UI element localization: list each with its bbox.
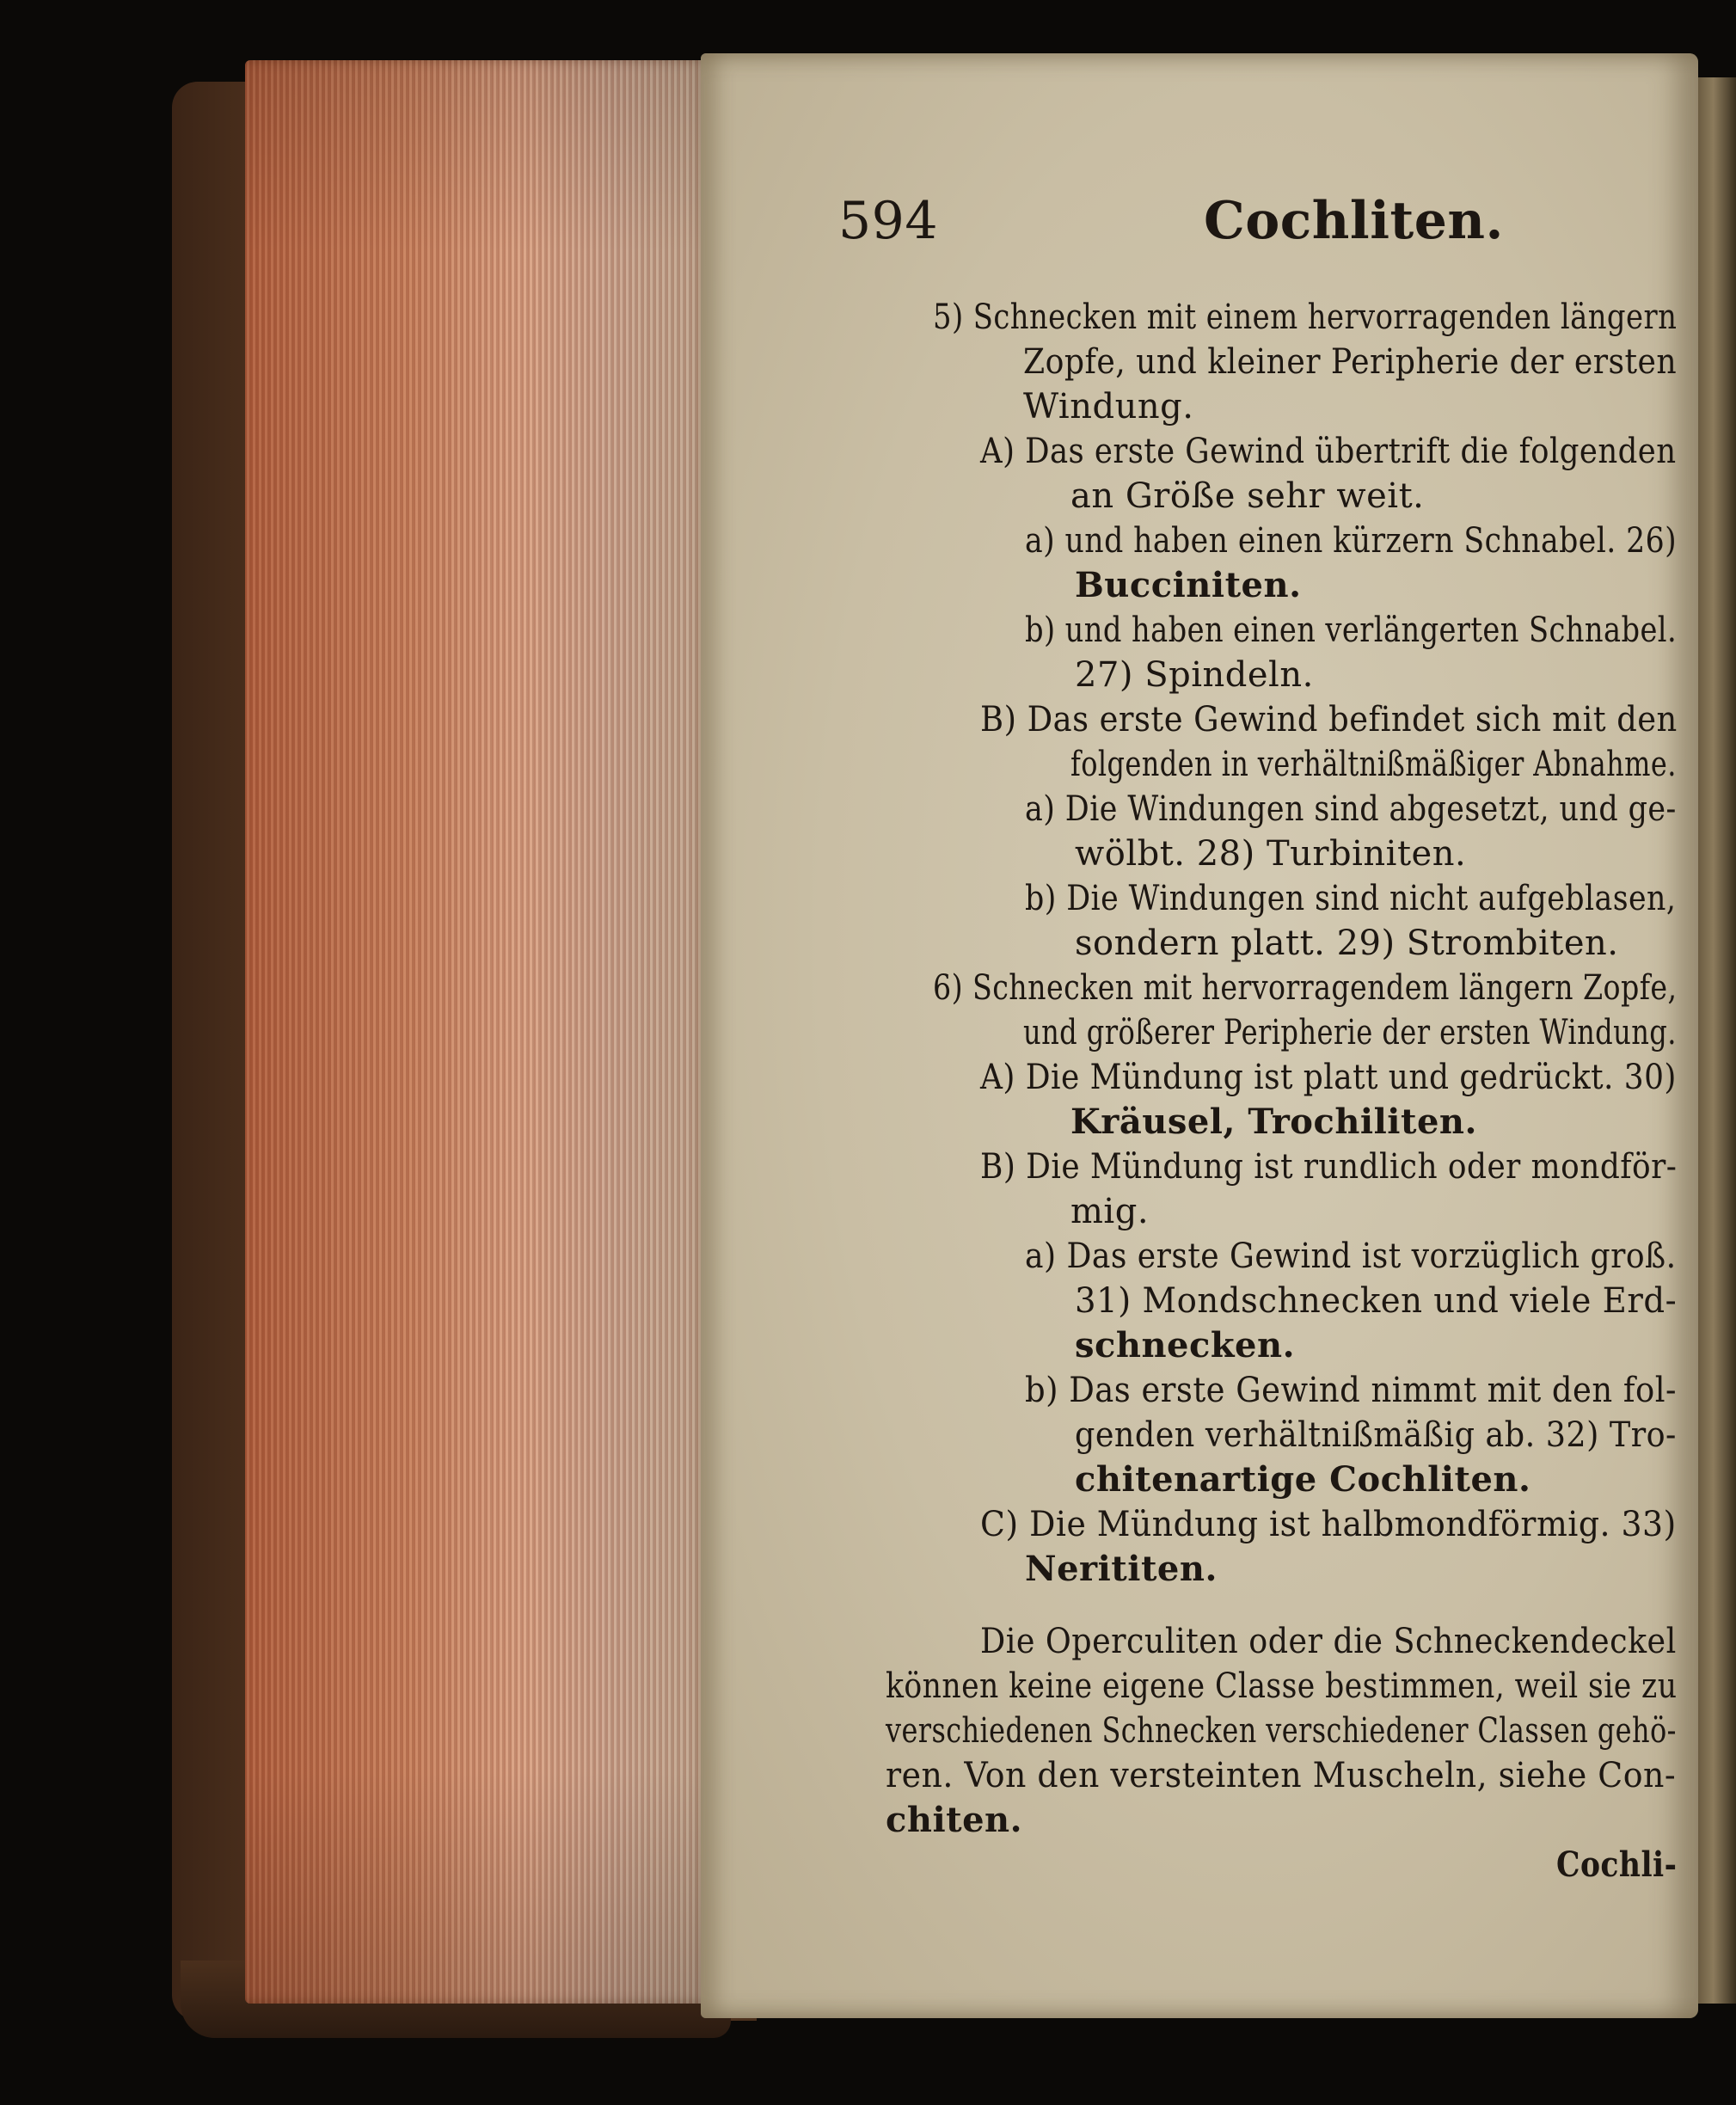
text-line: B) Das erste Gewind befindet sich mit den <box>980 700 1678 740</box>
text-line: folgenden in verhältnißmäßiger Abnahme. <box>1070 745 1677 784</box>
text-line: b) und haben einen verlängerten Schnabel. <box>1025 611 1678 650</box>
page-edges-shade <box>245 60 709 2004</box>
running-head: Cochliten. <box>1204 191 1504 251</box>
text-line: B) Die Mündung ist rundlich oder mondför- <box>980 1147 1678 1187</box>
text-line: Nerititen. <box>1025 1549 1218 1589</box>
text-line: verschiedenen Schnecken verschiedener Classen gehö- <box>886 1711 1677 1751</box>
text-line: a) Die Windungen sind abgesetzt, und ge- <box>1025 789 1677 829</box>
text-line: 27) Spindeln. <box>1075 655 1314 695</box>
text-line: Bucciniten. <box>1075 565 1302 605</box>
text-line: wölbt. 28) Turbiniten. <box>1075 834 1467 874</box>
text-line: ren. Von den versteinten Muscheln, siehe Con- <box>886 1756 1677 1795</box>
text-line: A) Die Mündung ist platt und gedrückt. 30) <box>980 1058 1677 1097</box>
text-line: 6) Schnecken mit hervorragendem längern Zopfe, <box>933 968 1678 1008</box>
text-line: a) Das erste Gewind ist vorzüglich groß. <box>1025 1237 1677 1276</box>
facing-page-edge <box>1698 77 1736 2004</box>
text-line: 5) Schnecken mit einem hervorragenden längern <box>933 298 1678 337</box>
text-line: sondern platt. 29) Strombiten. <box>1075 924 1619 963</box>
text-line: chitenartige Cochliten. <box>1075 1459 1531 1500</box>
text-line: können keine eigene Classe bestimmen, weil sie zu <box>886 1666 1678 1706</box>
text-line: 31) Mondschnecken und viele Erd- <box>1075 1281 1678 1321</box>
text-line: a) und haben einen kürzern Schnabel. 26) <box>1025 521 1678 561</box>
text-line: genden verhältnißmäßig ab. 32) Tro- <box>1075 1415 1677 1455</box>
page-number: 594 <box>838 191 939 251</box>
text-line: Windung. <box>1023 387 1194 427</box>
text-line: b) Die Windungen sind nicht aufgeblasen, <box>1025 879 1677 918</box>
text-line: chiten. <box>886 1800 1023 1840</box>
text-line: Zopfe, und kleiner Peripherie der ersten <box>1023 342 1678 382</box>
text-line: mig. <box>1070 1192 1150 1231</box>
catchword: Cochli- <box>1556 1844 1678 1885</box>
text-line: b) Das erste Gewind nimmt mit den fol- <box>1025 1371 1677 1410</box>
text-line: C) Die Mündung ist halbmondförmig. 33) <box>980 1505 1677 1544</box>
text-line: A) Das erste Gewind übertrift die folgenden <box>980 432 1677 471</box>
text-line: Die Operculiten oder die Schneckendeckel <box>980 1622 1677 1661</box>
text-line: schnecken. <box>1075 1325 1296 1365</box>
text-line: an Größe sehr weit. <box>1070 476 1425 516</box>
text-line: und größerer Peripherie der ersten Windung. <box>1023 1013 1677 1052</box>
text-line: Kräusel, Trochiliten. <box>1070 1102 1477 1142</box>
